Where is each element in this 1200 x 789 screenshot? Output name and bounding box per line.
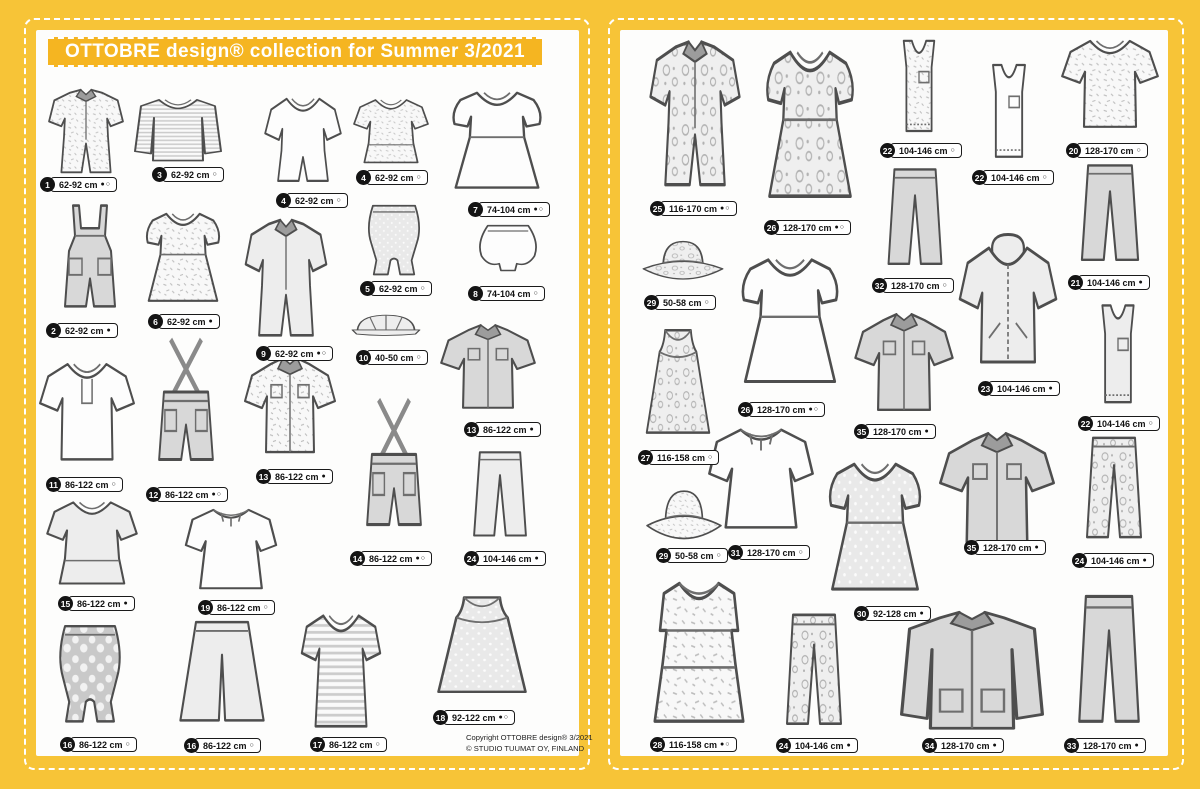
pattern-number-badge: 35 xyxy=(964,540,979,555)
size-range-box xyxy=(70,737,137,752)
pattern-label-20 xyxy=(1066,143,1148,158)
size-range-box xyxy=(666,548,728,563)
size-range-box xyxy=(864,424,936,439)
size-range-text: 62-92 cm xyxy=(171,169,210,180)
pattern-number-badge: 23 xyxy=(978,381,993,396)
gender-dots: ●○ xyxy=(100,181,111,188)
copyright-line-1: Copyright OTTOBRE design® 3/2021 xyxy=(466,733,593,742)
gender-dots: ● xyxy=(924,428,930,435)
pattern-number-badge: 2 xyxy=(46,323,61,338)
garment-shirt-illustration xyxy=(850,306,958,424)
size-range-box xyxy=(474,422,541,437)
garment-pants-illustration xyxy=(1064,428,1164,552)
pattern-label-25 xyxy=(650,201,737,216)
pattern-label-16 xyxy=(60,737,137,752)
pattern-label-4 xyxy=(356,170,428,185)
pattern-label-28 xyxy=(650,737,737,752)
gender-dots: ● xyxy=(1142,557,1148,564)
size-range-box xyxy=(320,737,387,752)
pattern-number-badge: 5 xyxy=(360,281,375,296)
gender-dots: ● xyxy=(1138,279,1144,286)
pattern-label-16 xyxy=(184,738,261,753)
garment-shirt-illustration xyxy=(240,350,340,466)
gender-dots: ● xyxy=(106,327,112,334)
gender-dots: ● xyxy=(123,600,129,607)
pattern-number-badge: 4 xyxy=(276,193,291,208)
size-range-box xyxy=(443,710,515,725)
pattern-number-badge: 35 xyxy=(854,424,869,439)
pattern-number-badge: 19 xyxy=(198,600,213,615)
size-range-text: 116-158 cm xyxy=(657,452,706,463)
garment-blouse-illustration xyxy=(176,502,286,600)
garment-dress-illustration xyxy=(814,450,936,608)
size-range-text: 128-170 cm xyxy=(757,404,806,415)
gender-dots: ○ xyxy=(111,481,117,488)
pattern-label-26 xyxy=(738,402,825,417)
pattern-number-badge: 11 xyxy=(46,477,61,492)
size-range-text: 128-170 cm xyxy=(941,740,990,751)
size-range-box xyxy=(50,177,117,192)
pattern-label-24 xyxy=(776,738,858,753)
pattern-label-22 xyxy=(1078,416,1160,431)
gender-dots: ○ xyxy=(125,741,131,748)
garment-nightdress-illustration xyxy=(292,602,390,740)
pattern-label-1 xyxy=(40,177,117,192)
pattern-label-24 xyxy=(1072,553,1154,568)
collection-title: OTTOBRE design® collection for Summer 3/2021 xyxy=(65,41,525,62)
gender-dots: ● xyxy=(208,318,214,325)
size-range-text: 86-122 cm xyxy=(329,739,373,750)
gender-dots: ○ xyxy=(416,354,422,361)
pattern-label-22 xyxy=(972,170,1054,185)
gender-dots: ○ xyxy=(212,171,218,178)
size-range-text: 86-122 cm xyxy=(369,553,413,564)
size-range-text: 86-122 cm xyxy=(217,602,261,613)
gender-dots: ●○ xyxy=(808,406,820,413)
size-range-box xyxy=(68,596,135,611)
size-range-box xyxy=(162,167,224,182)
size-range-text: 116-158 cm xyxy=(669,739,718,750)
pattern-number-badge: 1 xyxy=(40,177,55,192)
size-range-text: 40-50 cm xyxy=(375,352,414,363)
pattern-number-badge: 32 xyxy=(872,278,887,293)
size-range-box xyxy=(56,477,123,492)
pattern-label-34 xyxy=(922,738,1004,753)
gender-dots: ●○ xyxy=(415,555,427,562)
gender-dots: ●○ xyxy=(834,224,846,231)
pattern-label-9 xyxy=(256,346,333,361)
pattern-label-35 xyxy=(854,424,936,439)
garment-dress-illustration xyxy=(726,246,854,400)
garment-jumpsuit-illustration xyxy=(42,84,130,180)
gender-dots: ●○ xyxy=(720,741,731,748)
pattern-label-19 xyxy=(198,600,275,615)
size-range-text: 104-146 cm xyxy=(1097,418,1146,429)
pattern-number-badge: 22 xyxy=(1078,416,1093,431)
pattern-number-badge: 16 xyxy=(60,737,75,752)
pattern-label-8 xyxy=(468,286,545,301)
garment-dress-illustration xyxy=(438,82,556,202)
size-range-text: 128-170 cm xyxy=(783,222,832,233)
size-range-text: 62-92 cm xyxy=(295,195,334,206)
garment-romper-illustration xyxy=(260,88,346,196)
pattern-number-badge: 3 xyxy=(152,167,167,182)
garment-smock-illustration xyxy=(634,570,764,738)
gender-dots: ○ xyxy=(263,604,269,611)
garment-tank-illustration xyxy=(962,56,1056,168)
gender-dots: ○ xyxy=(950,147,956,154)
pattern-label-12 xyxy=(146,487,228,502)
garment-henley-illustration xyxy=(36,352,138,474)
pattern-label-27 xyxy=(638,450,719,465)
pattern-number-badge: 13 xyxy=(464,422,479,437)
size-range-box xyxy=(890,143,962,158)
collection-title-banner xyxy=(48,37,542,67)
pattern-label-2 xyxy=(46,323,118,338)
size-range-text: 104-146 cm xyxy=(483,553,532,564)
size-range-text: 104-146 cm xyxy=(1091,555,1140,566)
pattern-label-4 xyxy=(276,193,348,208)
size-range-text: 62-92 cm xyxy=(379,283,418,294)
pattern-label-7 xyxy=(468,202,550,217)
pattern-number-badge: 24 xyxy=(1072,553,1087,568)
garment-dungarees-illustration xyxy=(40,198,140,324)
size-range-box xyxy=(774,220,851,235)
size-range-box xyxy=(156,487,228,502)
size-range-text: 50-58 cm xyxy=(663,297,702,308)
size-range-text: 128-170 cm xyxy=(983,542,1032,553)
size-range-box xyxy=(738,545,810,560)
garment-sunhat-illustration xyxy=(638,228,728,296)
gender-dots: ○ xyxy=(798,549,804,556)
garment-pants-illustration xyxy=(866,160,964,278)
gender-dots: ○ xyxy=(1136,147,1142,154)
size-range-box xyxy=(660,737,737,752)
size-range-text: 104-146 cm xyxy=(997,383,1046,394)
pattern-number-badge: 20 xyxy=(1066,143,1081,158)
pattern-label-23 xyxy=(978,381,1060,396)
pattern-number-badge: 28 xyxy=(650,737,665,752)
gender-dots: ○ xyxy=(249,742,255,749)
garment-dress-sl-illustration xyxy=(418,588,546,706)
pattern-label-29 xyxy=(656,548,728,563)
size-range-text: 62-92 cm xyxy=(65,325,104,336)
copyright-line-2: © STUDIO TUUMAT OY, FINLAND xyxy=(466,744,585,754)
pattern-label-22 xyxy=(880,143,962,158)
gender-dots: ●○ xyxy=(720,205,731,212)
pattern-number-badge: 24 xyxy=(464,551,479,566)
size-range-box xyxy=(654,295,716,310)
gender-dots: ○ xyxy=(716,552,722,559)
pattern-label-31 xyxy=(728,545,810,560)
gender-dots: ○ xyxy=(336,197,342,204)
size-range-text: 128-170 cm xyxy=(891,280,940,291)
size-range-box xyxy=(56,323,118,338)
pattern-number-badge: 12 xyxy=(146,487,161,502)
size-range-box xyxy=(266,469,333,484)
pattern-label-35 xyxy=(964,540,1046,555)
garment-tee-illustration xyxy=(1058,30,1162,140)
garment-jacket-illustration xyxy=(892,604,1052,742)
gender-dots: ○ xyxy=(1148,420,1154,427)
garment-jumpsuit-illustration xyxy=(642,32,748,198)
size-range-box xyxy=(360,551,432,566)
pattern-number-badge: 18 xyxy=(433,710,448,725)
pattern-number-badge: 29 xyxy=(644,295,659,310)
pattern-number-badge: 21 xyxy=(1068,275,1083,290)
gender-dots: ● xyxy=(529,426,535,433)
pattern-number-badge: 26 xyxy=(738,402,753,417)
pattern-label-14 xyxy=(350,551,432,566)
garment-bloomers-illustration xyxy=(464,212,552,288)
garment-blouse-illustration xyxy=(698,420,824,542)
pattern-number-badge: 6 xyxy=(148,314,163,329)
size-range-box xyxy=(748,402,825,417)
pattern-label-33 xyxy=(1064,738,1146,753)
garment-tunic-illustration xyxy=(348,92,434,172)
pattern-number-badge: 22 xyxy=(972,170,987,185)
pattern-number-badge: 31 xyxy=(728,545,743,560)
size-range-box xyxy=(370,281,432,296)
size-range-box xyxy=(1078,275,1150,290)
size-range-box xyxy=(648,450,719,465)
size-range-box xyxy=(786,738,858,753)
gender-dots: ● xyxy=(1134,742,1140,749)
pattern-label-10 xyxy=(356,350,428,365)
garment-pants-illustration xyxy=(764,604,864,740)
size-range-box xyxy=(474,551,546,566)
gender-dots: ● xyxy=(1034,544,1040,551)
size-range-text: 74-104 cm xyxy=(487,204,531,215)
size-range-box xyxy=(1076,143,1148,158)
size-range-box xyxy=(974,540,1046,555)
garment-shirt-illustration xyxy=(436,318,540,420)
size-range-text: 86-122 cm xyxy=(275,471,319,482)
gender-dots: ● xyxy=(321,473,327,480)
size-range-box xyxy=(158,314,220,329)
pattern-label-17 xyxy=(310,737,387,752)
size-range-text: 86-122 cm xyxy=(79,739,123,750)
pattern-number-badge: 26 xyxy=(764,220,779,235)
size-range-box xyxy=(982,170,1054,185)
pattern-number-badge: 9 xyxy=(256,346,271,361)
pattern-number-badge: 17 xyxy=(310,737,325,752)
garment-susp-shorts-illustration xyxy=(138,332,234,482)
garment-tank-illustration xyxy=(874,32,964,142)
size-range-box xyxy=(366,350,428,365)
pattern-number-badge: 13 xyxy=(256,469,271,484)
size-range-text: 128-170 cm xyxy=(1085,145,1134,156)
pattern-label-29 xyxy=(644,295,716,310)
gender-dots: ● xyxy=(846,742,852,749)
gender-dots: ○ xyxy=(708,454,714,461)
gender-dots: ● xyxy=(534,555,540,562)
size-range-text: 86-122 cm xyxy=(483,424,527,435)
size-range-box xyxy=(864,606,931,621)
size-range-text: 62-92 cm xyxy=(275,348,314,359)
size-range-box xyxy=(660,201,737,216)
pattern-number-badge: 33 xyxy=(1064,738,1079,753)
gender-dots: ○ xyxy=(1042,174,1048,181)
size-range-text: 74-104 cm xyxy=(487,288,531,299)
garment-dress-illustration xyxy=(752,36,868,218)
pattern-number-badge: 34 xyxy=(922,738,937,753)
pattern-number-badge: 16 xyxy=(184,738,199,753)
size-range-box xyxy=(366,170,428,185)
garment-hoodie-illustration xyxy=(952,230,1064,380)
pattern-label-18 xyxy=(433,710,515,725)
gender-dots: ●○ xyxy=(211,491,223,498)
pattern-number-badge: 24 xyxy=(776,738,791,753)
size-range-text: 104-146 cm xyxy=(795,740,844,751)
copyright-notice xyxy=(466,732,596,755)
garment-tee-ls-illustration xyxy=(128,92,228,170)
pattern-label-26 xyxy=(764,220,851,235)
size-range-box xyxy=(478,202,550,217)
size-range-text: 104-146 cm xyxy=(991,172,1040,183)
garment-cap-illustration xyxy=(344,306,428,352)
size-range-text: 86-122 cm xyxy=(203,740,247,751)
size-range-text: 62-92 cm xyxy=(59,179,98,190)
size-range-text: 92-122 cm xyxy=(452,712,496,723)
pattern-number-badge: 14 xyxy=(350,551,365,566)
size-range-text: 128-170 cm xyxy=(1083,740,1132,751)
garment-tunic-illustration xyxy=(40,492,144,596)
size-range-box xyxy=(208,600,275,615)
pattern-label-24 xyxy=(464,551,546,566)
size-range-box xyxy=(478,286,545,301)
size-range-text: 104-146 cm xyxy=(1087,277,1136,288)
pattern-number-badge: 8 xyxy=(468,286,483,301)
garment-susp-shorts-illustration xyxy=(346,392,442,548)
size-range-box xyxy=(932,738,1004,753)
garment-pants-illustration xyxy=(1058,156,1162,274)
gender-dots: ● xyxy=(992,742,998,749)
pattern-number-badge: 30 xyxy=(854,606,869,621)
size-range-text: 86-122 cm xyxy=(65,479,109,490)
size-range-box xyxy=(988,381,1060,396)
gender-dots: ○ xyxy=(942,282,948,289)
size-range-box xyxy=(1074,738,1146,753)
gender-dots: ● xyxy=(1048,385,1054,392)
garment-dress-illustration xyxy=(134,204,232,314)
pattern-label-3 xyxy=(152,167,224,182)
size-range-box xyxy=(194,738,261,753)
size-range-text: 92-128 cm xyxy=(873,608,917,619)
size-range-box xyxy=(286,193,348,208)
gender-dots: ●○ xyxy=(316,350,327,357)
gender-dots: ○ xyxy=(420,285,426,292)
pattern-label-6 xyxy=(148,314,220,329)
pattern-label-13 xyxy=(464,422,541,437)
size-range-text: 128-170 cm xyxy=(873,426,922,437)
gender-dots: ●○ xyxy=(498,714,510,721)
size-range-text: 86-122 cm xyxy=(165,489,209,500)
pattern-number-badge: 25 xyxy=(650,201,665,216)
gender-dots: ● xyxy=(919,610,925,617)
pattern-label-32 xyxy=(872,278,954,293)
pattern-number-badge: 10 xyxy=(356,350,371,365)
size-range-text: 50-58 cm xyxy=(675,550,714,561)
pattern-number-badge: 22 xyxy=(880,143,895,158)
pattern-number-badge: 7 xyxy=(468,202,483,217)
garment-shirt-illustration xyxy=(934,424,1060,558)
gender-dots: ○ xyxy=(416,174,422,181)
size-range-text: 116-170 cm xyxy=(669,203,718,214)
size-range-box xyxy=(882,278,954,293)
size-range-text: 104-146 cm xyxy=(899,145,948,156)
pattern-number-badge: 27 xyxy=(638,450,653,465)
size-range-text: 62-92 cm xyxy=(167,316,206,327)
size-range-text: 128-170 cm xyxy=(747,547,796,558)
pattern-number-badge: 15 xyxy=(58,596,73,611)
pattern-number-badge: 29 xyxy=(656,548,671,563)
size-range-text: 86-122 cm xyxy=(77,598,121,609)
pattern-label-30 xyxy=(854,606,931,621)
garment-culottes-illustration xyxy=(170,612,274,738)
garment-tank-illustration xyxy=(1072,296,1164,414)
pattern-label-5 xyxy=(360,281,432,296)
size-range-text: 62-92 cm xyxy=(375,172,414,183)
pattern-number-badge: 4 xyxy=(356,170,371,185)
pattern-label-13 xyxy=(256,469,333,484)
garment-harem-illustration xyxy=(38,614,142,736)
gender-dots: ●○ xyxy=(533,206,545,213)
garment-harem-illustration xyxy=(350,197,438,285)
gender-dots: ○ xyxy=(704,299,710,306)
garment-pants-illustration xyxy=(1054,584,1164,740)
garment-pants-illustration xyxy=(452,444,548,548)
gender-dots: ○ xyxy=(533,290,539,297)
pattern-label-15 xyxy=(58,596,135,611)
size-range-box xyxy=(1082,553,1154,568)
size-range-box xyxy=(1088,416,1160,431)
pattern-label-11 xyxy=(46,477,123,492)
garment-jumpsuit-illustration xyxy=(238,212,334,346)
size-range-box xyxy=(266,346,333,361)
pattern-label-21 xyxy=(1068,275,1150,290)
gender-dots: ○ xyxy=(375,741,381,748)
